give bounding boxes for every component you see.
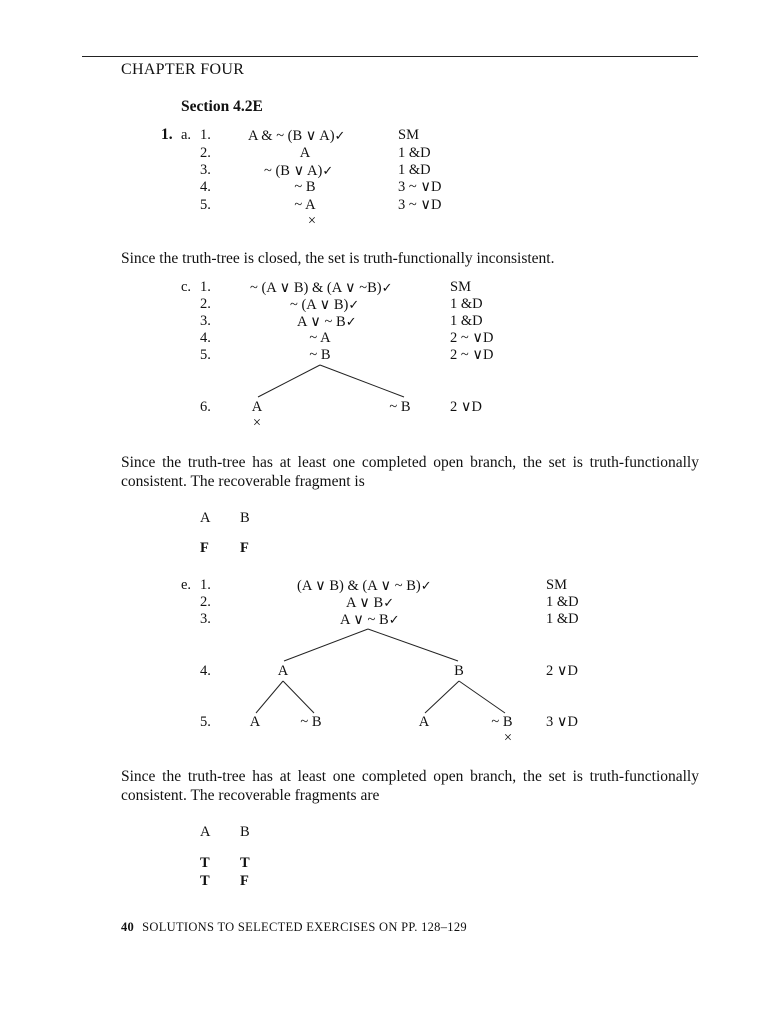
justification: 1 &D bbox=[546, 611, 579, 627]
check-mark-icon: ✓ bbox=[381, 280, 393, 295]
formula: A & ~ (B ∨ A)✓ bbox=[248, 128, 346, 144]
formula: ~ A bbox=[309, 330, 331, 346]
closed-branch-mark: × bbox=[252, 415, 262, 431]
line-number: 4. bbox=[200, 179, 211, 195]
justification: 1 &D bbox=[450, 296, 483, 312]
line-number: 6. bbox=[200, 399, 211, 415]
branch-node: ~ B bbox=[300, 714, 322, 730]
formula: ~ A bbox=[294, 197, 316, 213]
check-mark-icon: ✓ bbox=[345, 314, 357, 329]
line-number: 2. bbox=[200, 296, 211, 312]
justification: 2 ∨D bbox=[450, 399, 482, 415]
fragment-cell: T bbox=[240, 855, 250, 871]
justification: 2 ~ ∨D bbox=[450, 330, 494, 346]
branch-node: A bbox=[277, 663, 289, 679]
branch-line bbox=[283, 681, 314, 713]
justification: 2 ~ ∨D bbox=[450, 347, 494, 363]
justification: SM bbox=[450, 279, 471, 295]
check-mark-icon: ✓ bbox=[420, 578, 432, 593]
justification: 1 &D bbox=[398, 145, 431, 161]
line-number: 4. bbox=[200, 663, 211, 679]
line-number: 3. bbox=[200, 611, 211, 627]
closed-branch-mark: × bbox=[307, 213, 317, 229]
justification: 1 &D bbox=[398, 162, 431, 178]
conclusion-a: Since the truth-tree is closed, the set is truth-functionally inconsistent. bbox=[121, 250, 555, 267]
part-label-e: e. bbox=[181, 577, 192, 593]
fragment-cell: T bbox=[200, 873, 210, 889]
line-number: 5. bbox=[200, 197, 211, 213]
line-number: 4. bbox=[200, 330, 211, 346]
line-number: 2. bbox=[200, 145, 211, 161]
formula: ~ (A ∨ B) & (A ∨ ~B)✓ bbox=[250, 280, 393, 296]
footer-text: SOLUTIONS TO SELECTED EXERCISES ON PP. 128–129 bbox=[142, 920, 467, 934]
justification: 3 ~ ∨D bbox=[398, 179, 442, 195]
fragment-header: B bbox=[240, 824, 250, 840]
line-number: 1. bbox=[200, 127, 211, 143]
fragment-header: A bbox=[200, 510, 211, 526]
line-number: 2. bbox=[200, 594, 211, 610]
line-number: 3. bbox=[200, 162, 211, 178]
branch-node: A bbox=[418, 714, 430, 730]
branch-line bbox=[256, 681, 283, 713]
formula: A ∨ ~ B✓ bbox=[340, 612, 400, 628]
fragment-header: B bbox=[240, 510, 250, 526]
line-number: 1. bbox=[200, 279, 211, 295]
chapter-heading: CHAPTER FOUR bbox=[121, 61, 245, 78]
fragment-header: A bbox=[200, 824, 211, 840]
formula: A ∨ ~ B✓ bbox=[297, 314, 357, 330]
conclusion-c: Since the truth-tree has at least one completed open branch, the set is truth-functionally consistent. The recoverable fragment is bbox=[121, 454, 699, 490]
formula: ~ B bbox=[294, 179, 316, 195]
conclusion-e: Since the truth-tree has at least one completed open branch, the set is truth-functionally consistent. The recoverable fragments are bbox=[121, 768, 699, 804]
check-mark-icon: ✓ bbox=[322, 163, 334, 178]
fragment-cell: T bbox=[200, 855, 210, 871]
problem-number: 1. bbox=[161, 126, 173, 143]
justification: SM bbox=[546, 577, 567, 593]
check-mark-icon: ✓ bbox=[348, 297, 360, 312]
closed-branch-mark: × bbox=[503, 730, 513, 746]
fragment-cell: F bbox=[200, 540, 209, 556]
formula: ~ (A ∨ B)✓ bbox=[290, 297, 360, 313]
justification: 1 &D bbox=[450, 313, 483, 329]
page-number: 40 bbox=[121, 920, 135, 934]
branch-node: B bbox=[454, 663, 464, 679]
formula: ~ (B ∨ A)✓ bbox=[264, 163, 334, 179]
line-number: 5. bbox=[200, 347, 211, 363]
branch-line bbox=[459, 681, 505, 713]
branch-node: A bbox=[249, 714, 261, 730]
fragment-cell: F bbox=[240, 873, 249, 889]
section-title: Section 4.2E bbox=[181, 98, 263, 115]
formula: ~ B bbox=[309, 347, 331, 363]
justification: 3 ∨D bbox=[546, 714, 578, 730]
page-footer bbox=[121, 920, 467, 935]
line-number: 1. bbox=[200, 577, 211, 593]
justification: SM bbox=[398, 127, 419, 143]
part-label-a: a. bbox=[181, 127, 192, 143]
branch-node: A bbox=[251, 399, 263, 415]
branch-line bbox=[425, 681, 459, 713]
check-mark-icon: ✓ bbox=[383, 595, 395, 610]
part-label-c: c. bbox=[181, 279, 192, 295]
formula: A bbox=[299, 145, 311, 161]
branch-line bbox=[284, 629, 368, 661]
branch-node: ~ B bbox=[389, 399, 411, 415]
branch-line bbox=[368, 629, 458, 661]
fragment-cell: F bbox=[240, 540, 249, 556]
justification: 1 &D bbox=[546, 594, 579, 610]
branch-node: ~ B bbox=[491, 714, 513, 730]
justification: 3 ~ ∨D bbox=[398, 197, 442, 213]
justification: 2 ∨D bbox=[546, 663, 578, 679]
formula: (A ∨ B) & (A ∨ ~ B)✓ bbox=[297, 578, 432, 594]
line-number: 3. bbox=[200, 313, 211, 329]
formula: A ∨ B✓ bbox=[346, 595, 395, 611]
check-mark-icon: ✓ bbox=[334, 128, 346, 143]
line-number: 5. bbox=[200, 714, 211, 730]
check-mark-icon: ✓ bbox=[388, 612, 400, 627]
